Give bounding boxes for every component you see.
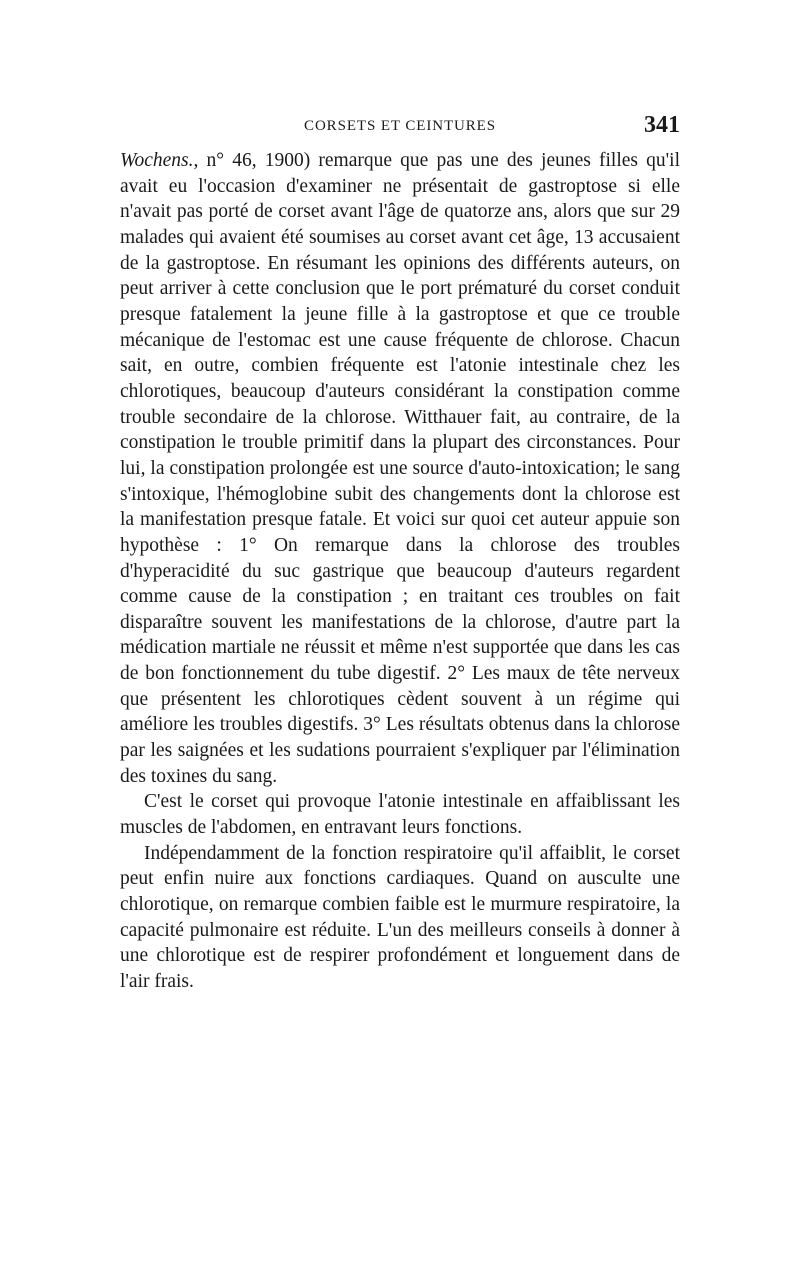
journal-abbreviation: Wochens. xyxy=(120,150,194,171)
running-title: CORSETS ET CEINTURES xyxy=(304,118,496,134)
body-text xyxy=(120,148,680,995)
paragraph-3: Indépendamment de la fonction respiratoire qu'il affaiblit, le corset peut enfin nuire aux fonctions cardiaques. Quand on ausculte une chlorotique, on remarque combien faible est le murmure respiratoire, la capacité pulmonaire est réduite. L'un des meilleurs conseils à donner à une chlorotique est de respirer profondément et longuement dans de l'air frais. xyxy=(120,842,680,992)
paragraph-2: C'est le corset qui provoque l'atonie intestinale en affaiblissant les muscles de l'abdomen, en entravant leurs fonctions. xyxy=(120,791,680,839)
page-number: 341 xyxy=(644,112,680,138)
paragraph-1 xyxy=(120,148,680,789)
paragraph-1-text: , n° 46, 1900) remarque que pas une des jeunes filles qu'il avait eu l'occasion d'examiner ne présentait de gastroptose si elle n'avait pas porté de corset avant l'âge de quatorze ans, alors que sur 29 malades qui avaient été soumises au corset avant cet âge, 13 accusaient de la gastroptose. En résumant les opinions des différents auteurs, on peut arriver à cette conclusion que le port prématuré du corset conduit presque fatalement la jeune fille à la gastroptose et que ce trouble mécanique de l'estomac est une cause fréquente de chlorose. Chacun sait, en outre, combien fréquente est l'atonie intestinale chez les chlorotiques, beaucoup d'auteurs considérant la constipation comme trouble secondaire de la chlorose. Witthauer fait, au contraire, de la constipation le trouble primitif dans la plupart des circonstances. Pour lui, la constipation prolongée est une source d'auto-intoxication; le sang s'intoxique, l'hémoglobine subit des changements dont la chlorose est la manifestation presque fatale. Et voici sur quoi cet auteur appuie son hypothèse : 1° On remarque dans la chlorose des troubles d'hyperacidité du suc gastrique que beaucoup d'auteurs regardent comme cause de la constipation ; en traitant ces troubles on fait disparaître souvent les manifestations de la chlorose, d'autre part la médication martiale ne réussit et même n'est supportée que dans les cas de bon fonctionnement du tube digestif. 2° Les maux de tête nerveux que présentent les chlorotiques cèdent souvent à un régime qui améliore les troubles digestifs. 3° Les résultats obtenus dans la chlorose par les saignées et les sudations pourraient s'expliquer par l'élimination des toxines du sang. xyxy=(120,150,680,787)
page-header xyxy=(120,112,680,142)
